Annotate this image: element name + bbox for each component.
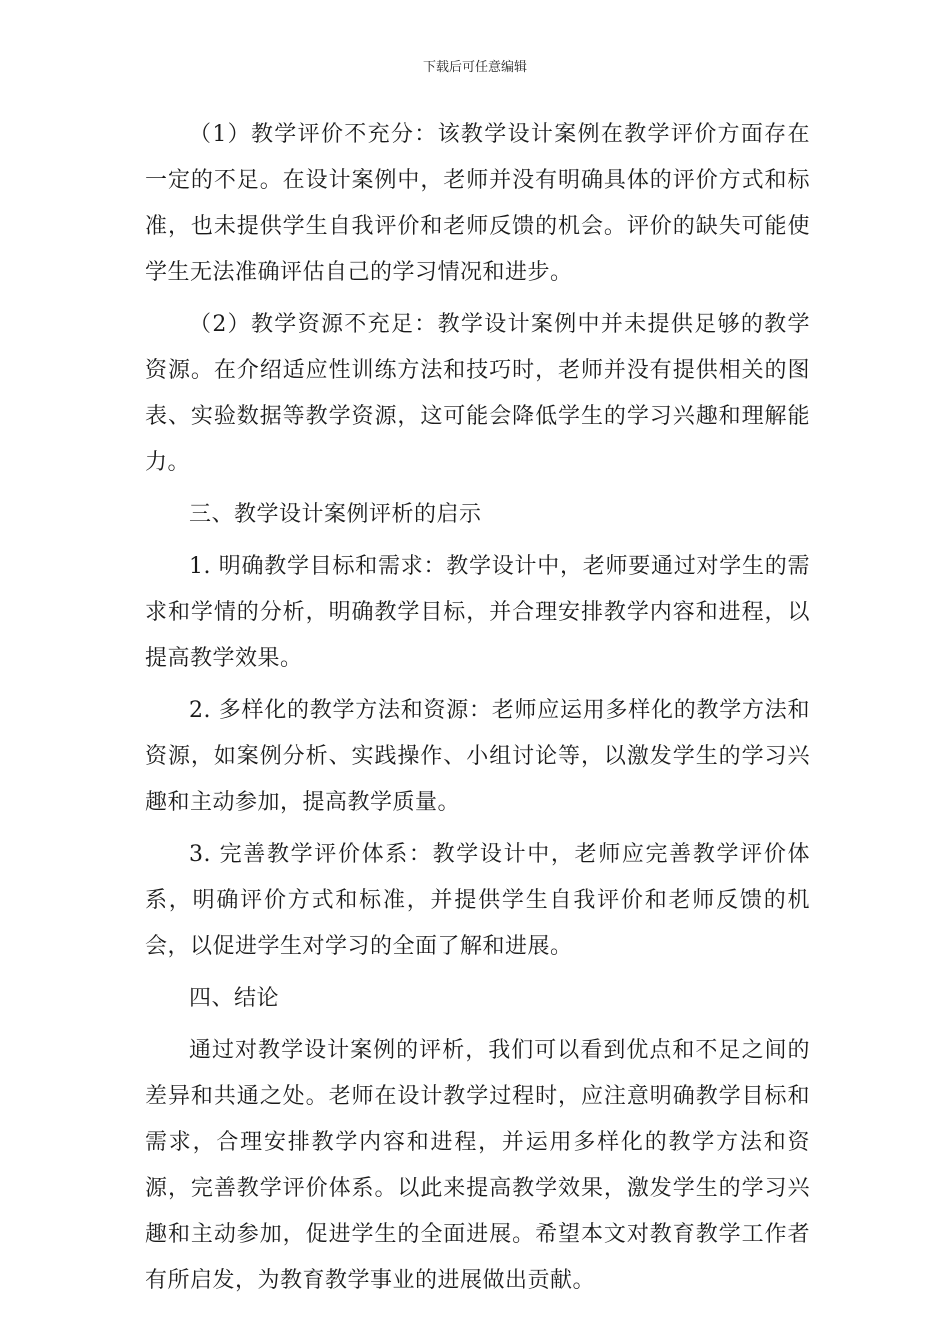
- paragraph-conclusion: 通过对教学设计案例的评析，我们可以看到优点和不足之间的差异和共通之处。老师在设计教学过程时，应注意明确教学目标和需求，合理安排教学内容和进程，并运用多样化的教学方法和资源，完善教学评价体系。以此来提高教学效果，激发学生的学习兴趣和主动参加，促进学生的全面进展。希望本文对教育教学工作者有所启发，为教育教学事业的进展做出贡献。: [145, 1038, 810, 1293]
- section-heading-conclusion: 四、结论: [189, 986, 280, 1011]
- paragraph-evaluation-insufficient: （1）教学评价不充分：该教学设计案例在教学评价方面存在一定的不足。在设计案例中，老师并没有明确具体的评价方式和标准，也未提供学生自我评价和老师反馈的机会。评价的缺失可能使学生无法准确评估自己的学习情况和进步。: [145, 122, 810, 285]
- paragraph-insight-1: 1. 明确教学目标和需求：教学设计中，老师要通过对学生的需求和学情的分析，明确教学目标，并合理安排教学内容和进程，以提高教学效果。: [145, 554, 810, 671]
- page-header: 下载后可任意编辑: [422, 60, 527, 75]
- paragraph-insight-2: 2. 多样化的教学方法和资源：老师应运用多样化的教学方法和资源，如案例分析、实践操作、小组讨论等，以激发学生的学习兴趣和主动参加，提高教学质量。: [145, 698, 810, 815]
- section-heading-insights: 三、教学设计案例评析的启示: [189, 502, 482, 527]
- document-body: [145, 112, 810, 1310]
- paragraph-resources-insufficient: （2）教学资源不充足：教学设计案例中并未提供足够的教学资源。在介绍适应性训练方法和技巧时，老师并没有提供相关的图表、实验数据等教学资源，这可能会降低学生的学习兴趣和理解能力。: [145, 312, 810, 475]
- paragraph-insight-3: 3. 完善教学评价体系：教学设计中，老师应完善教学评价体系，明确评价方式和标准，并提供学生自我评价和老师反馈的机会，以促进学生对学习的全面了解和进展。: [145, 842, 810, 959]
